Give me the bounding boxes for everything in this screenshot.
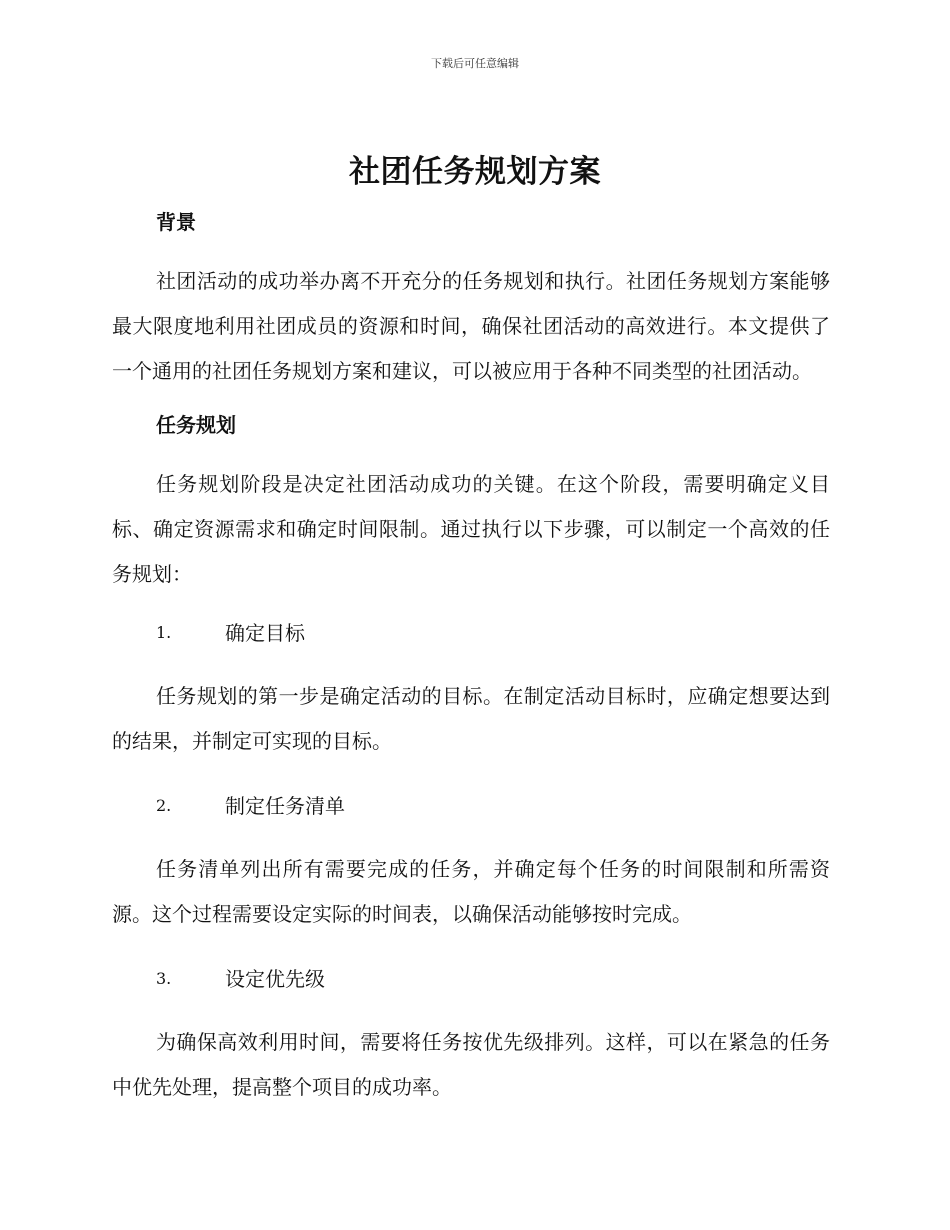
paragraph-background: 社团活动的成功举办离不开充分的任务规划和执行。社团任务规划方案能够最大限度地利用社团成员的资源和时间，确保社团活动的高效进行。本文提供了一个通用的社团任务规划方案和建议，可以被应用于各种不同类型的社团活动。 <box>112 269 830 383</box>
paragraph-step-3: 为确保高效利用时间，需要将任务按优先级排列。这样，可以在紧急的任务中优先处理，提高整个项目的成功率。 <box>112 1030 830 1099</box>
section-heading-planning: 任务规划 <box>156 413 236 437</box>
paragraph-planning: 任务规划阶段是决定社团活动成功的关键。在这个阶段，需要明确定义目标、确定资源需求和确定时间限制。通过执行以下步骤，可以制定一个高效的任务规划： <box>112 472 830 586</box>
list-item-step-2 <box>112 789 830 823</box>
paragraph-step-2: 任务清单列出所有需要完成的任务，并确定每个任务的时间限制和所需资源。这个过程需要设定实际的时间表，以确保活动能够按时完成。 <box>112 857 830 926</box>
header-note: 下载后可任意编辑 <box>431 57 519 70</box>
list-number: 1. <box>156 623 172 642</box>
list-item-title: 制定任务清单 <box>225 794 345 818</box>
paragraph-step-1: 任务规划的第一步是确定活动的目标。在制定活动目标时，应确定想要达到的结果，并制定可实现的目标。 <box>112 684 830 753</box>
list-number: 2. <box>156 796 172 815</box>
list-item-step-3 <box>112 962 830 996</box>
section-heading-background: 背景 <box>156 210 196 234</box>
list-item-step-1 <box>112 616 830 650</box>
list-item-title: 设定优先级 <box>225 967 325 991</box>
document-title: 社团任务规划方案 <box>349 154 601 190</box>
list-item-title: 确定目标 <box>225 621 305 645</box>
list-number: 3. <box>156 969 172 988</box>
document-body <box>112 205 830 1110</box>
